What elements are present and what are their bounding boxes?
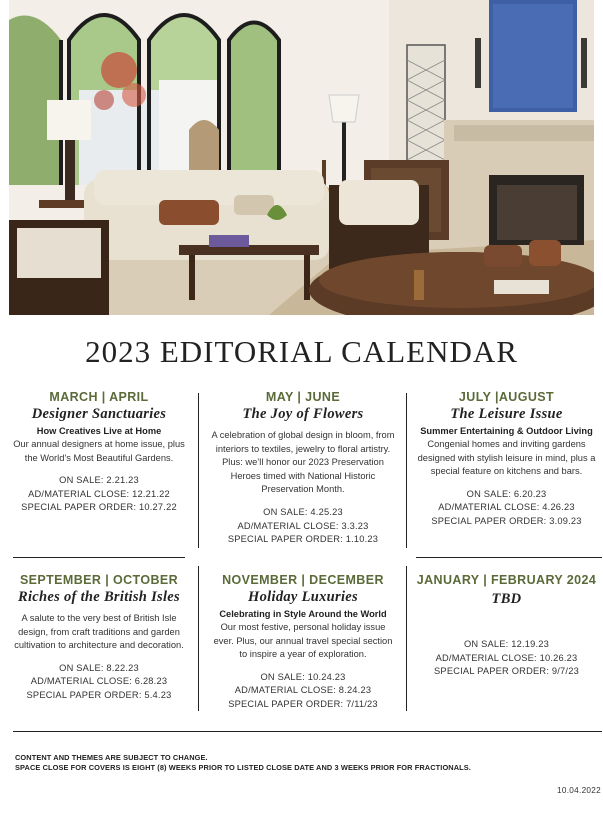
issue-card-sep-oct (4, 573, 194, 703)
document-date: 10.04.2022 (557, 786, 601, 795)
issue-card-jan-feb-2024 (410, 573, 603, 679)
disclaimer-footnote (15, 753, 471, 773)
issue-subtitle: Summer Entertaining & Outdoor Living (420, 426, 593, 436)
hero-interior-photo (9, 0, 594, 315)
issue-dates (204, 506, 402, 547)
disclaimer-line-2: SPACE CLOSE FOR COVERS IS EIGHT (8) WEEKS PRIOR TO LISTED CLOSE DATE AND 3 WEEKS PRIOR FOR FRACTIONALS. (15, 763, 471, 772)
page-title: 2023 EDITORIAL CALENDAR (85, 334, 518, 369)
on-sale-date: ON SALE: 2.21.23 (59, 475, 139, 486)
special-paper-order-date: SPECIAL PAPER ORDER: 5.4.23 (26, 689, 172, 700)
issue-theme: Holiday Luxuries (248, 589, 358, 605)
issue-subtitle: How Creatives Live at Home (36, 426, 162, 436)
issue-card-jul-aug (410, 390, 603, 529)
column-divider-1 (198, 393, 199, 548)
issue-description: Congenial homes and inviting gardens designed with stylish leisure in mind, plus a special feature on kitchens and bars. (417, 439, 596, 477)
on-sale-date: ON SALE: 6.20.23 (466, 488, 547, 499)
issue-description: A celebration of global design in bloom, from interiors to textiles, jewelry to floral artistry. Plus: we’ll honor our 2023 Preservation Heroes timed with National Historic Preservation Month. (211, 430, 395, 495)
ad-material-close-date: AD/MATERIAL CLOSE: 12.21.22 (28, 488, 170, 499)
issue-months: JANUARY | FEBRUARY 2024 (416, 573, 597, 587)
issue-theme: Designer Sanctuaries (31, 406, 167, 422)
special-paper-order-date: SPECIAL PAPER ORDER: 7/11/23 (228, 698, 378, 709)
special-paper-order-date: SPECIAL PAPER ORDER: 3.09.23 (431, 515, 582, 526)
disclaimer-line-1: CONTENT AND THEMES ARE SUBJECT TO CHANGE. (15, 753, 208, 762)
special-paper-order-date: SPECIAL PAPER ORDER: 10.27.22 (21, 502, 177, 513)
living-room-illustration (9, 0, 594, 315)
issue-card-nov-dec (204, 573, 402, 712)
on-sale-date: ON SALE: 8.22.23 (59, 662, 139, 673)
column-divider-3 (198, 566, 199, 711)
on-sale-date: ON SALE: 10.24.23 (260, 671, 346, 682)
issue-subtitle: Celebrating in Style Around the World (219, 609, 387, 619)
ad-material-close-date: AD/MATERIAL CLOSE: 6.28.23 (30, 676, 168, 687)
issue-months: JULY |AUGUST (458, 390, 555, 404)
issue-dates (204, 671, 402, 712)
issue-theme: TBD (491, 591, 522, 607)
issue-description: Our annual designers at home issue, plus the World’s Most Beautiful Gardens. (13, 439, 185, 463)
issue-description: Our most festive, personal holiday issue ever. Plus, our annual travel special section to inspire a year of exploration. (213, 622, 393, 660)
ad-material-close-date: AD/MATERIAL CLOSE: 10.26.23 (435, 652, 578, 663)
on-sale-date: ON SALE: 4.25.23 (263, 506, 343, 517)
issue-theme: Riches of the British Isles (18, 589, 180, 605)
ad-material-close-date: AD/MATERIAL CLOSE: 4.26.23 (438, 502, 575, 513)
issue-description: A salute to the very best of British Isle design, from craft traditions and garden cultivation to architecture and decoration. (14, 613, 184, 651)
on-sale-date: ON SALE: 12.19.23 (463, 639, 550, 649)
bottom-rule (13, 731, 602, 732)
row-divider-left (13, 557, 185, 558)
issue-card-may-jun (204, 390, 402, 547)
special-paper-order-date: SPECIAL PAPER ORDER: 9/7/23 (434, 666, 579, 677)
issue-theme: The Joy of Flowers (242, 406, 364, 422)
issue-theme: The Leisure Issue (450, 406, 563, 422)
column-divider-4 (406, 566, 407, 711)
issue-card-mar-apr (4, 390, 194, 515)
issue-months: NOVEMBER | DECEMBER (222, 573, 384, 587)
issue-dates (4, 474, 194, 515)
issue-dates (4, 662, 194, 703)
special-paper-order-date: SPECIAL PAPER ORDER: 1.10.23 (227, 534, 379, 545)
ad-material-close-date: AD/MATERIAL CLOSE: 8.24.23 (234, 685, 372, 696)
ad-material-close-date: AD/MATERIAL CLOSE: 3.3.23 (237, 520, 369, 531)
issue-dates (410, 638, 603, 679)
issue-dates (410, 488, 603, 529)
row-divider-right (416, 557, 602, 558)
issue-months: MARCH | APRIL (49, 390, 149, 404)
issue-months: SEPTEMBER | OCTOBER (19, 573, 179, 587)
column-divider-2 (406, 393, 407, 548)
issue-months: MAY | JUNE (265, 390, 341, 404)
